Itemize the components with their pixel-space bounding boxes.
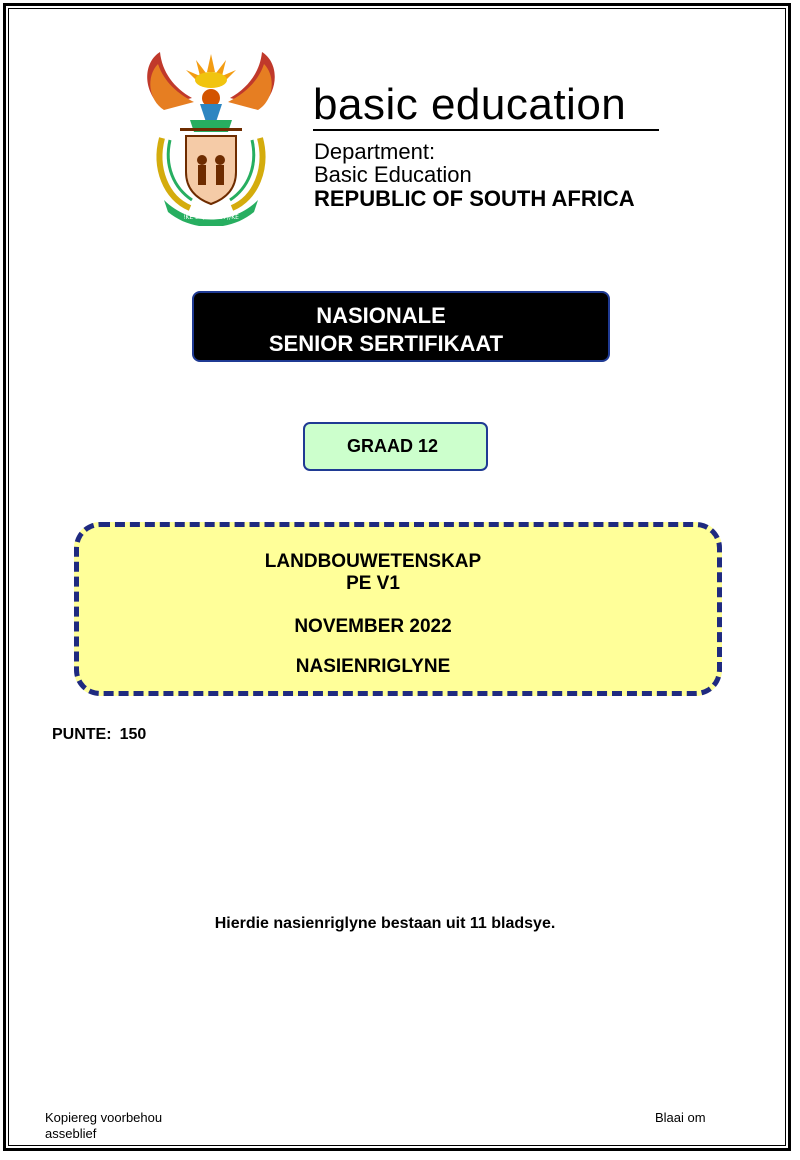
certificate-line1: NASIONALE (316, 303, 446, 328)
department-label: Department: (314, 139, 436, 164)
subject-name: LANDBOUWETENSKAP (264, 551, 482, 572)
footer-copyright-line1: Kopiereg voorbehou (45, 1110, 163, 1125)
grade-badge: GRAAD 12 (303, 422, 488, 471)
footer-copyright-line2: asseblief (45, 1126, 97, 1141)
footer-copyright (45, 1110, 205, 1142)
marks-total (52, 726, 146, 744)
country-name: REPUBLIC OF SOUTH AFRICA (314, 186, 635, 211)
paper-number: PE V1 (346, 573, 400, 594)
marks-label: PUNTE: (52, 726, 112, 743)
marks-value: 150 (119, 726, 147, 743)
certificate-banner (192, 291, 610, 362)
document-type: NASIENRIGLYNE (295, 656, 451, 677)
exam-date: NOVEMBER 2022 (294, 616, 452, 637)
subject-panel (74, 522, 722, 696)
department-name: Basic Education (314, 162, 472, 187)
certificate-line2: SENIOR SERTIFIKAAT (268, 331, 504, 356)
footer-turn-over: Blaai om (655, 1110, 706, 1125)
svg-text:!KE E: /XARRA //KE: !KE E: /XARRA //KE (183, 214, 239, 221)
brand-title: basic education (313, 80, 627, 129)
page-count-note: Hierdie nasienriglyne bestaan uit 11 bladsye. (214, 915, 556, 932)
coat-of-arms-logo (140, 48, 282, 226)
brand-underline (313, 129, 659, 131)
